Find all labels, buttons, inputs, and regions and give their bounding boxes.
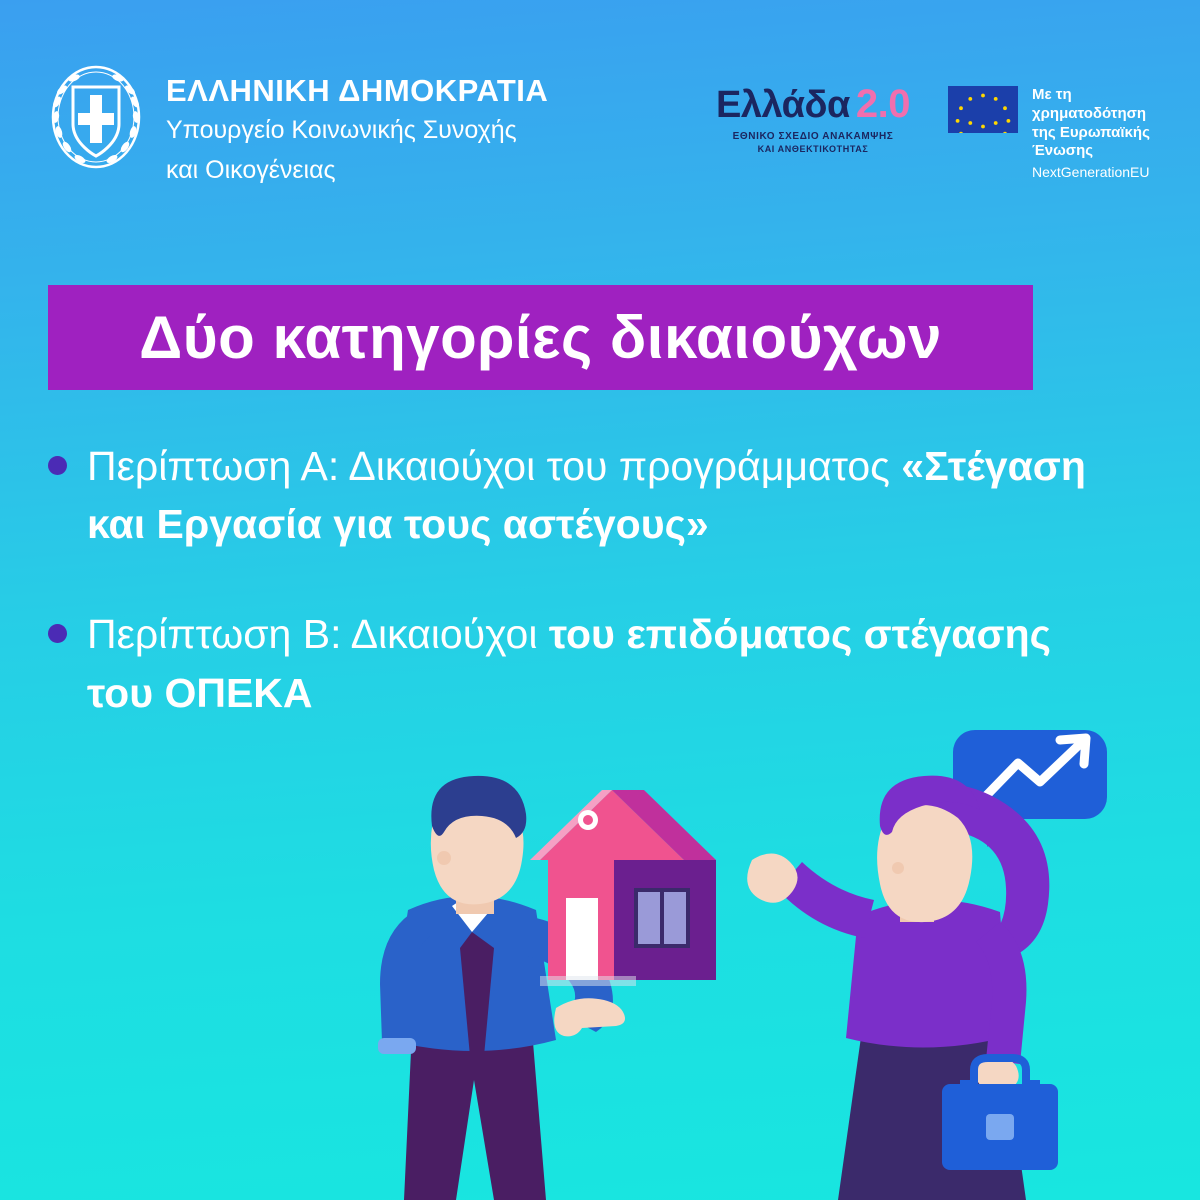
ministry-line-2: και Οικογένειας bbox=[166, 155, 336, 184]
bullet-a-prefix: Περίπτωση Α: Δικαιούχοι του προγράμματος bbox=[87, 443, 902, 489]
greece-2-0-sub-1: ΕΘΝΙΚΟ ΣΧΕΔΙΟ ΑΝΑΚΑΜΨΗΣ bbox=[732, 131, 894, 142]
greek-coat-of-arms-icon bbox=[48, 62, 144, 172]
country-title: ΕΛΛΗΝΙΚΗ ΔΗΜΟΚΡΑΤΙΑ bbox=[166, 73, 549, 108]
greece-2-0-logo bbox=[708, 84, 918, 154]
government-text bbox=[166, 62, 548, 188]
eu-funding-line-2: της Ευρωπαϊκής Ένωσης bbox=[1032, 123, 1150, 160]
greece-2-0-name: Ελλάδα bbox=[715, 84, 850, 126]
government-branding bbox=[48, 62, 548, 188]
greece-2-0-sub-2: ΚΑΙ ΑΝΘΕΚΤΙΚΟΤΗΤΑΣ bbox=[757, 144, 869, 154]
eu-funding-block bbox=[948, 86, 1160, 182]
house-icon bbox=[530, 790, 716, 986]
list-item bbox=[48, 437, 1138, 553]
eu-next-generation-label: NextGenerationEU bbox=[1032, 164, 1150, 180]
greece-2-0-version: 2.0 bbox=[855, 82, 911, 126]
bullet-dot-icon bbox=[48, 456, 67, 475]
eu-flag-icon bbox=[948, 86, 1018, 133]
two-people-holding-house-illustration bbox=[0, 700, 1200, 1200]
bullet-b-bold: του επιδόματος στέγασης του ΟΠΕΚΑ bbox=[87, 611, 1051, 716]
bullet-b-prefix: Περίπτωση Β: Δικαιούχοι bbox=[87, 611, 549, 658]
bullet-text-a bbox=[87, 437, 1127, 553]
bullet-a-bold: «Στέγαση και Εργασία για τους αστέγους» bbox=[87, 443, 1086, 548]
page-title: Δύο κατηγορίες δικαιούχων bbox=[139, 304, 942, 371]
eu-funding-text bbox=[1032, 86, 1160, 182]
ministry-line-1: Υπουργείο Κοινωνικής Συνοχής bbox=[166, 116, 517, 145]
title-banner bbox=[48, 285, 1033, 390]
bullet-dot-icon bbox=[48, 624, 67, 643]
header bbox=[48, 62, 1160, 192]
eu-funding-line-1: Με τη χρηματοδότηση bbox=[1032, 86, 1147, 122]
